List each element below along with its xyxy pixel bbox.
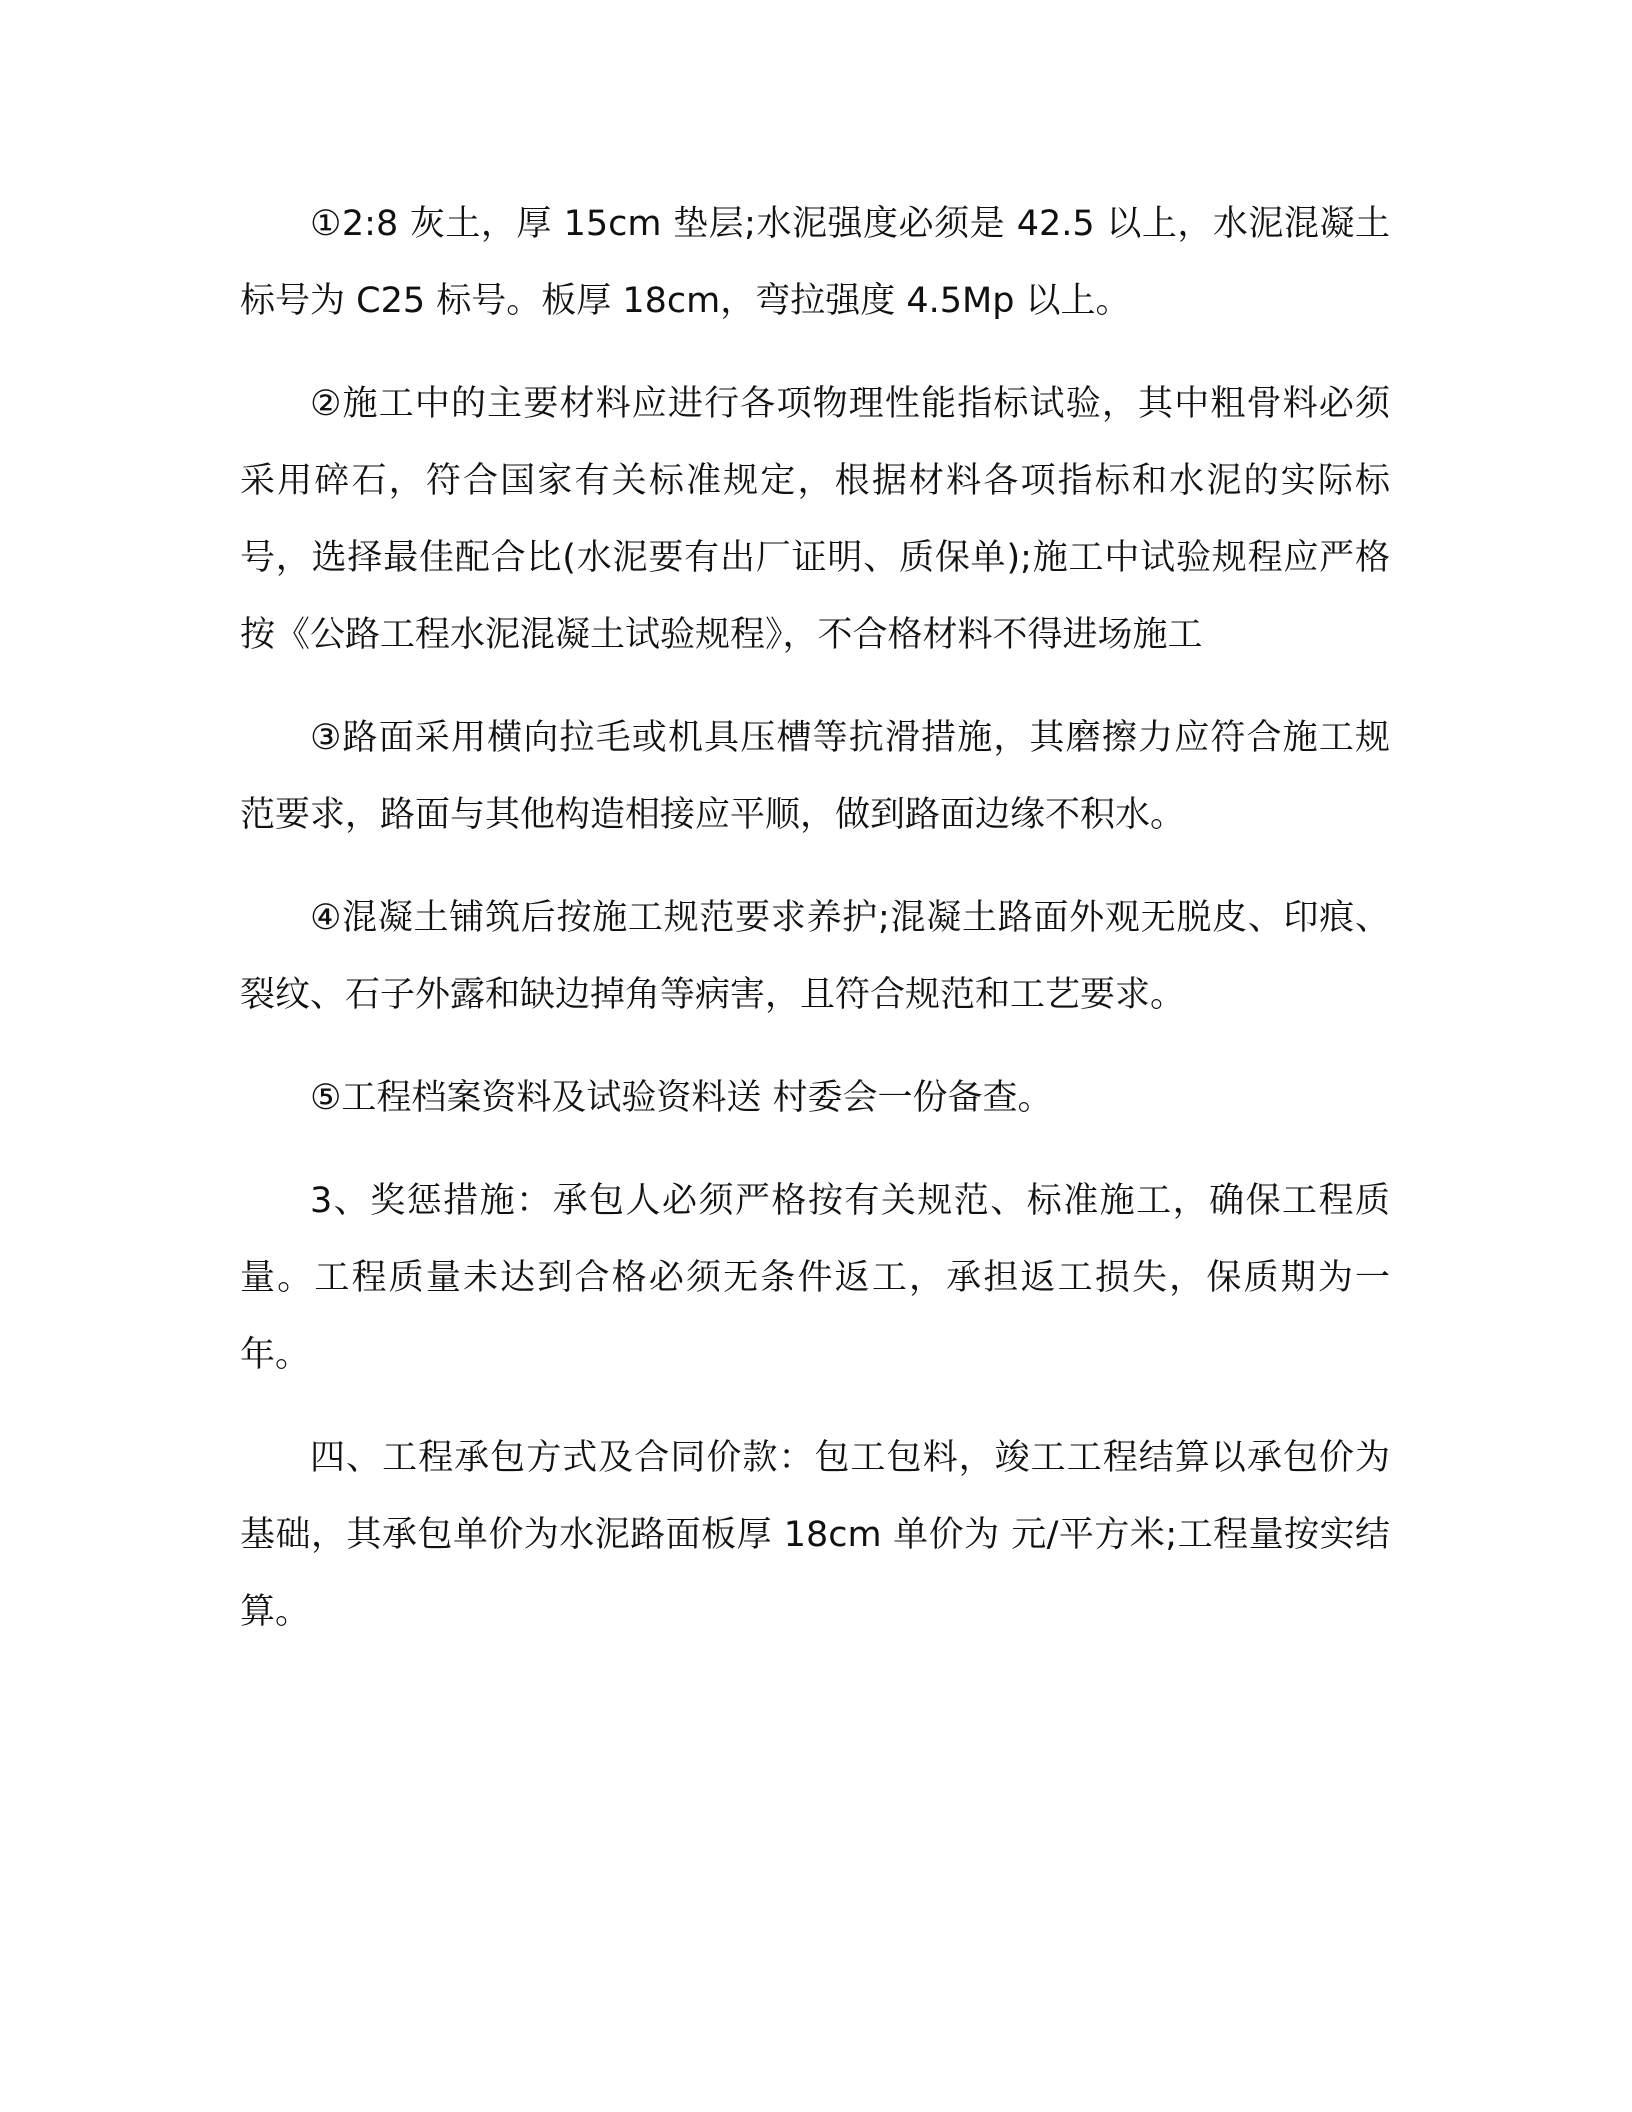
paragraph-contract-price: 四、工程承包方式及合同价款：包工包料，竣工工程结算以承包价为基础，其承包单价为水泥路面板厚 18cm 单价为 元/平方米;工程量按实结算。	[240, 1438, 1390, 1632]
paragraph-material-testing: ②施工中的主要材料应进行各项物理性能指标试验，其中粗骨料必须采用碎石，符合国家有关标准规定，根据材料各项指标和水泥的实际标号，选择最佳配合比(水泥要有出厂证明、质保单);施工中试验规程应严格按《公路工程水泥混凝土试验规程》，不合格材料不得进场施工	[240, 384, 1390, 655]
document-page	[240, 186, 1390, 1677]
paragraph-material-spec: ①2:8 灰土，厚 15cm 垫层;水泥强度必须是 42.5 以上，水泥混凝土标号为 C25 标号。板厚 18cm，弯拉强度 4.5Mp 以上。	[240, 204, 1390, 321]
paragraph-archives: ⑤工程档案资料及试验资料送 村委会一份备查。	[310, 1078, 1053, 1118]
paragraph-reward-penalty: 3、奖惩措施：承包人必须严格按有关规范、标准施工，确保工程质量。工程质量未达到合格必须无条件返工，承担返工损失，保质期为一年。	[240, 1181, 1390, 1375]
paragraph-curing: ④混凝土铺筑后按施工规范要求养护;混凝土路面外观无脱皮、印痕、裂纹、石子外露和缺边掉角等病害，且符合规范和工艺要求。	[240, 898, 1390, 1015]
paragraph-anti-skid: ③路面采用横向拉毛或机具压槽等抗滑措施，其磨擦力应符合施工规范要求，路面与其他构造相接应平顺，做到路面边缘不积水。	[240, 718, 1390, 835]
